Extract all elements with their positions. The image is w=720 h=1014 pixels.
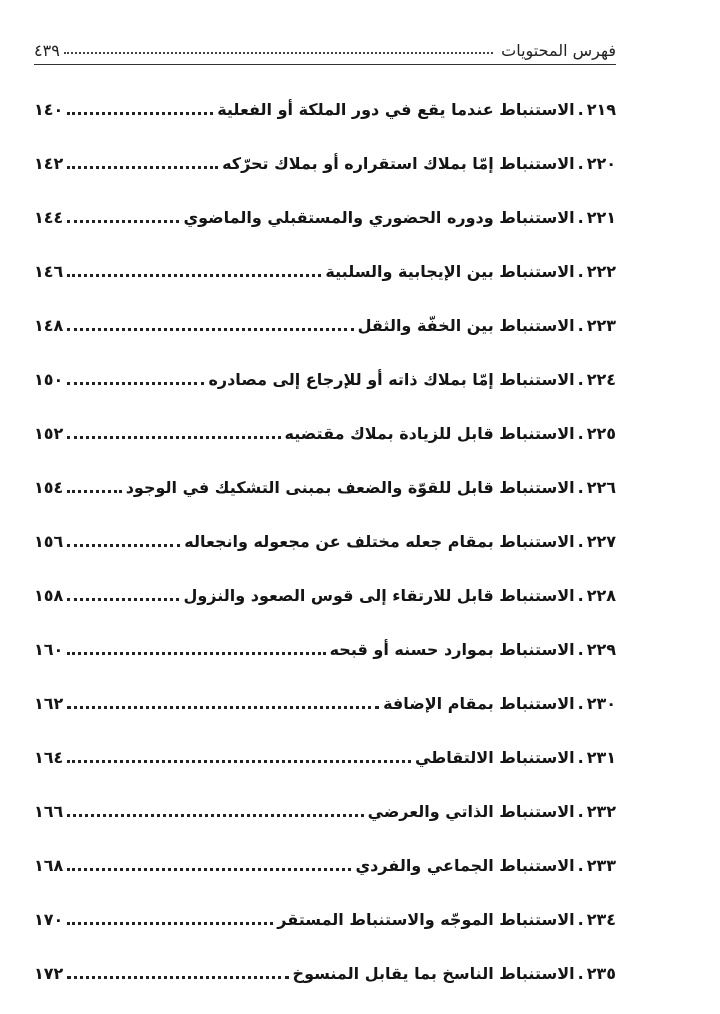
entry-page-number: ١٥٨ <box>34 585 64 605</box>
entry-dot-leader <box>67 922 273 925</box>
toc-entry[interactable] <box>34 136 616 190</box>
entry-number: ٢٢٧ <box>586 531 616 551</box>
toc-entry[interactable] <box>34 82 616 136</box>
entry-dot-leader <box>67 976 288 979</box>
entry-number: ٢٢٤ <box>586 369 616 389</box>
toc-entry[interactable] <box>34 730 616 784</box>
entry-number-separator: . <box>577 585 584 605</box>
entry-number: ٢٢٨ <box>586 585 616 605</box>
entry-title: الاستنباط الذاتي والعرضي <box>367 801 575 821</box>
entry-title: الاستنباط بين الإيجابية والسلبية <box>325 261 575 281</box>
header-page-number: ٤٣٩ <box>34 41 60 60</box>
entry-number-separator: . <box>577 423 584 443</box>
entry-page-number: ١٤٠ <box>34 99 64 119</box>
entry-title: الاستنباط الموجّه والاستنباط المستقر <box>277 909 575 929</box>
entry-number: ٢٢٢ <box>586 261 616 281</box>
entry-number-separator: . <box>577 801 584 821</box>
entry-page-number: ١٦٨ <box>34 855 64 875</box>
toc-entry[interactable] <box>34 514 616 568</box>
entry-number-separator: . <box>577 855 584 875</box>
entry-number-separator: . <box>577 963 584 983</box>
entry-title: الاستنباط بموارد حسنه أو قبحه <box>329 639 575 659</box>
entry-page-number: ١٥٤ <box>34 477 64 497</box>
entry-number: ٢٣٣ <box>586 855 616 875</box>
entry-title: الاستنباط بمقام الإضافة <box>383 693 575 713</box>
entry-dot-leader <box>67 382 204 385</box>
entry-title: الاستنباط الجماعي والفردي <box>355 855 575 875</box>
entry-page-number: ١٥٠ <box>34 369 64 389</box>
entry-page-number: ١٤٨ <box>34 315 64 335</box>
entry-page-number: ١٤٤ <box>34 207 64 227</box>
toc-entry[interactable] <box>34 568 616 622</box>
entry-number-separator: . <box>577 747 584 767</box>
entry-title: الاستنباط إمّا بملاك استقراره أو بملاك تحرّكه <box>222 153 575 173</box>
entry-number-separator: . <box>577 531 584 551</box>
entry-page-number: ١٦٤ <box>34 747 64 767</box>
entry-dot-leader <box>67 760 411 763</box>
entry-number-separator: . <box>577 315 584 335</box>
entry-dot-leader <box>67 652 325 655</box>
entry-page-number: ١٥٦ <box>34 531 64 551</box>
entry-number: ٢٢٠ <box>586 153 616 173</box>
entry-dot-leader <box>67 220 179 223</box>
entry-number: ٢٣٢ <box>586 801 616 821</box>
entry-number-separator: . <box>577 693 584 713</box>
entry-dot-leader <box>67 436 280 439</box>
toc-entry[interactable] <box>34 946 616 1000</box>
entry-title: الاستنباط قابل للزيادة بملاك مقتضيه <box>284 423 575 443</box>
toc-entry[interactable] <box>34 622 616 676</box>
entry-number: ٢١٩ <box>586 99 616 119</box>
entry-dot-leader <box>67 328 353 331</box>
entry-number: ٢٢٥ <box>586 423 616 443</box>
toc-entry[interactable] <box>34 298 616 352</box>
entry-number-separator: . <box>577 909 584 929</box>
entry-title: الاستنباط بين الخفّة والثقل <box>357 315 575 335</box>
entry-page-number: ١٧٠ <box>34 909 64 929</box>
entry-page-number: ١٧٢ <box>34 963 64 983</box>
entry-number: ٢٢٩ <box>586 639 616 659</box>
entry-dot-leader <box>67 814 363 817</box>
entry-page-number: ١٥٢ <box>34 423 64 443</box>
entry-number-separator: . <box>577 207 584 227</box>
entry-dot-leader <box>67 598 179 601</box>
entry-number: ٢٣٤ <box>586 909 616 929</box>
entry-number-separator: . <box>577 261 584 281</box>
toc-entry[interactable] <box>34 784 616 838</box>
entry-page-number: ١٦٠ <box>34 639 64 659</box>
toc-entry[interactable] <box>34 190 616 244</box>
header-title: فهرس المحتويات <box>501 41 616 60</box>
entry-title: الاستنباط ودوره الحضوري والمستقبلي والماضوي <box>183 207 575 227</box>
entry-title: الاستنباط بمقام جعله مختلف عن مجعوله وانجعاله <box>184 531 575 551</box>
entry-number: ٢٢٣ <box>586 315 616 335</box>
toc-entry[interactable] <box>34 406 616 460</box>
entry-number: ٢٣٠ <box>586 693 616 713</box>
entry-dot-leader <box>67 868 351 871</box>
toc-entry[interactable] <box>34 460 616 514</box>
toc-list <box>34 82 616 1000</box>
entry-dot-leader <box>67 544 180 547</box>
entry-number: ٢٢٦ <box>586 477 616 497</box>
entry-number-separator: . <box>577 477 584 497</box>
entry-number-separator: . <box>577 369 584 389</box>
entry-dot-leader <box>67 112 213 115</box>
entry-page-number: ١٤٢ <box>34 153 64 173</box>
toc-entry[interactable] <box>34 352 616 406</box>
toc-entry[interactable] <box>34 244 616 298</box>
toc-entry[interactable] <box>34 676 616 730</box>
header-dot-leader <box>64 52 493 54</box>
entry-number-separator: . <box>577 639 584 659</box>
entry-page-number: ١٦٦ <box>34 801 64 821</box>
entry-number: ٢٣٥ <box>586 963 616 983</box>
entry-dot-leader <box>67 490 121 493</box>
entry-page-number: ١٦٢ <box>34 693 64 713</box>
entry-dot-leader <box>67 706 379 709</box>
entry-title: الاستنباط الناسخ بما يقابل المنسوخ <box>292 963 575 983</box>
toc-entry[interactable] <box>34 892 616 946</box>
entry-title: الاستنباط عندما يقع في دور الملكة أو الفعلية <box>217 99 575 119</box>
entry-number: ٢٢١ <box>586 207 616 227</box>
entry-page-number: ١٤٦ <box>34 261 64 281</box>
entry-title: الاستنباط قابل للقوّة والضعف بمبنى التشكيك في الوجود <box>125 477 575 497</box>
entry-dot-leader <box>67 274 321 277</box>
toc-entry[interactable] <box>34 838 616 892</box>
entry-number-separator: . <box>577 153 584 173</box>
entry-number: ٢٣١ <box>586 747 616 767</box>
entry-number-separator: . <box>577 99 584 119</box>
running-header <box>34 32 616 60</box>
header-rule <box>34 64 616 65</box>
entry-title: الاستنباط إمّا بملاك ذاته أو للإرجاع إلى مصادره <box>208 369 575 389</box>
entry-dot-leader <box>67 166 218 169</box>
entry-title: الاستنباط قابل للارتقاء إلى قوس الصعود والنزول <box>183 585 575 605</box>
entry-title: الاستنباط الالتقاطي <box>414 747 575 767</box>
